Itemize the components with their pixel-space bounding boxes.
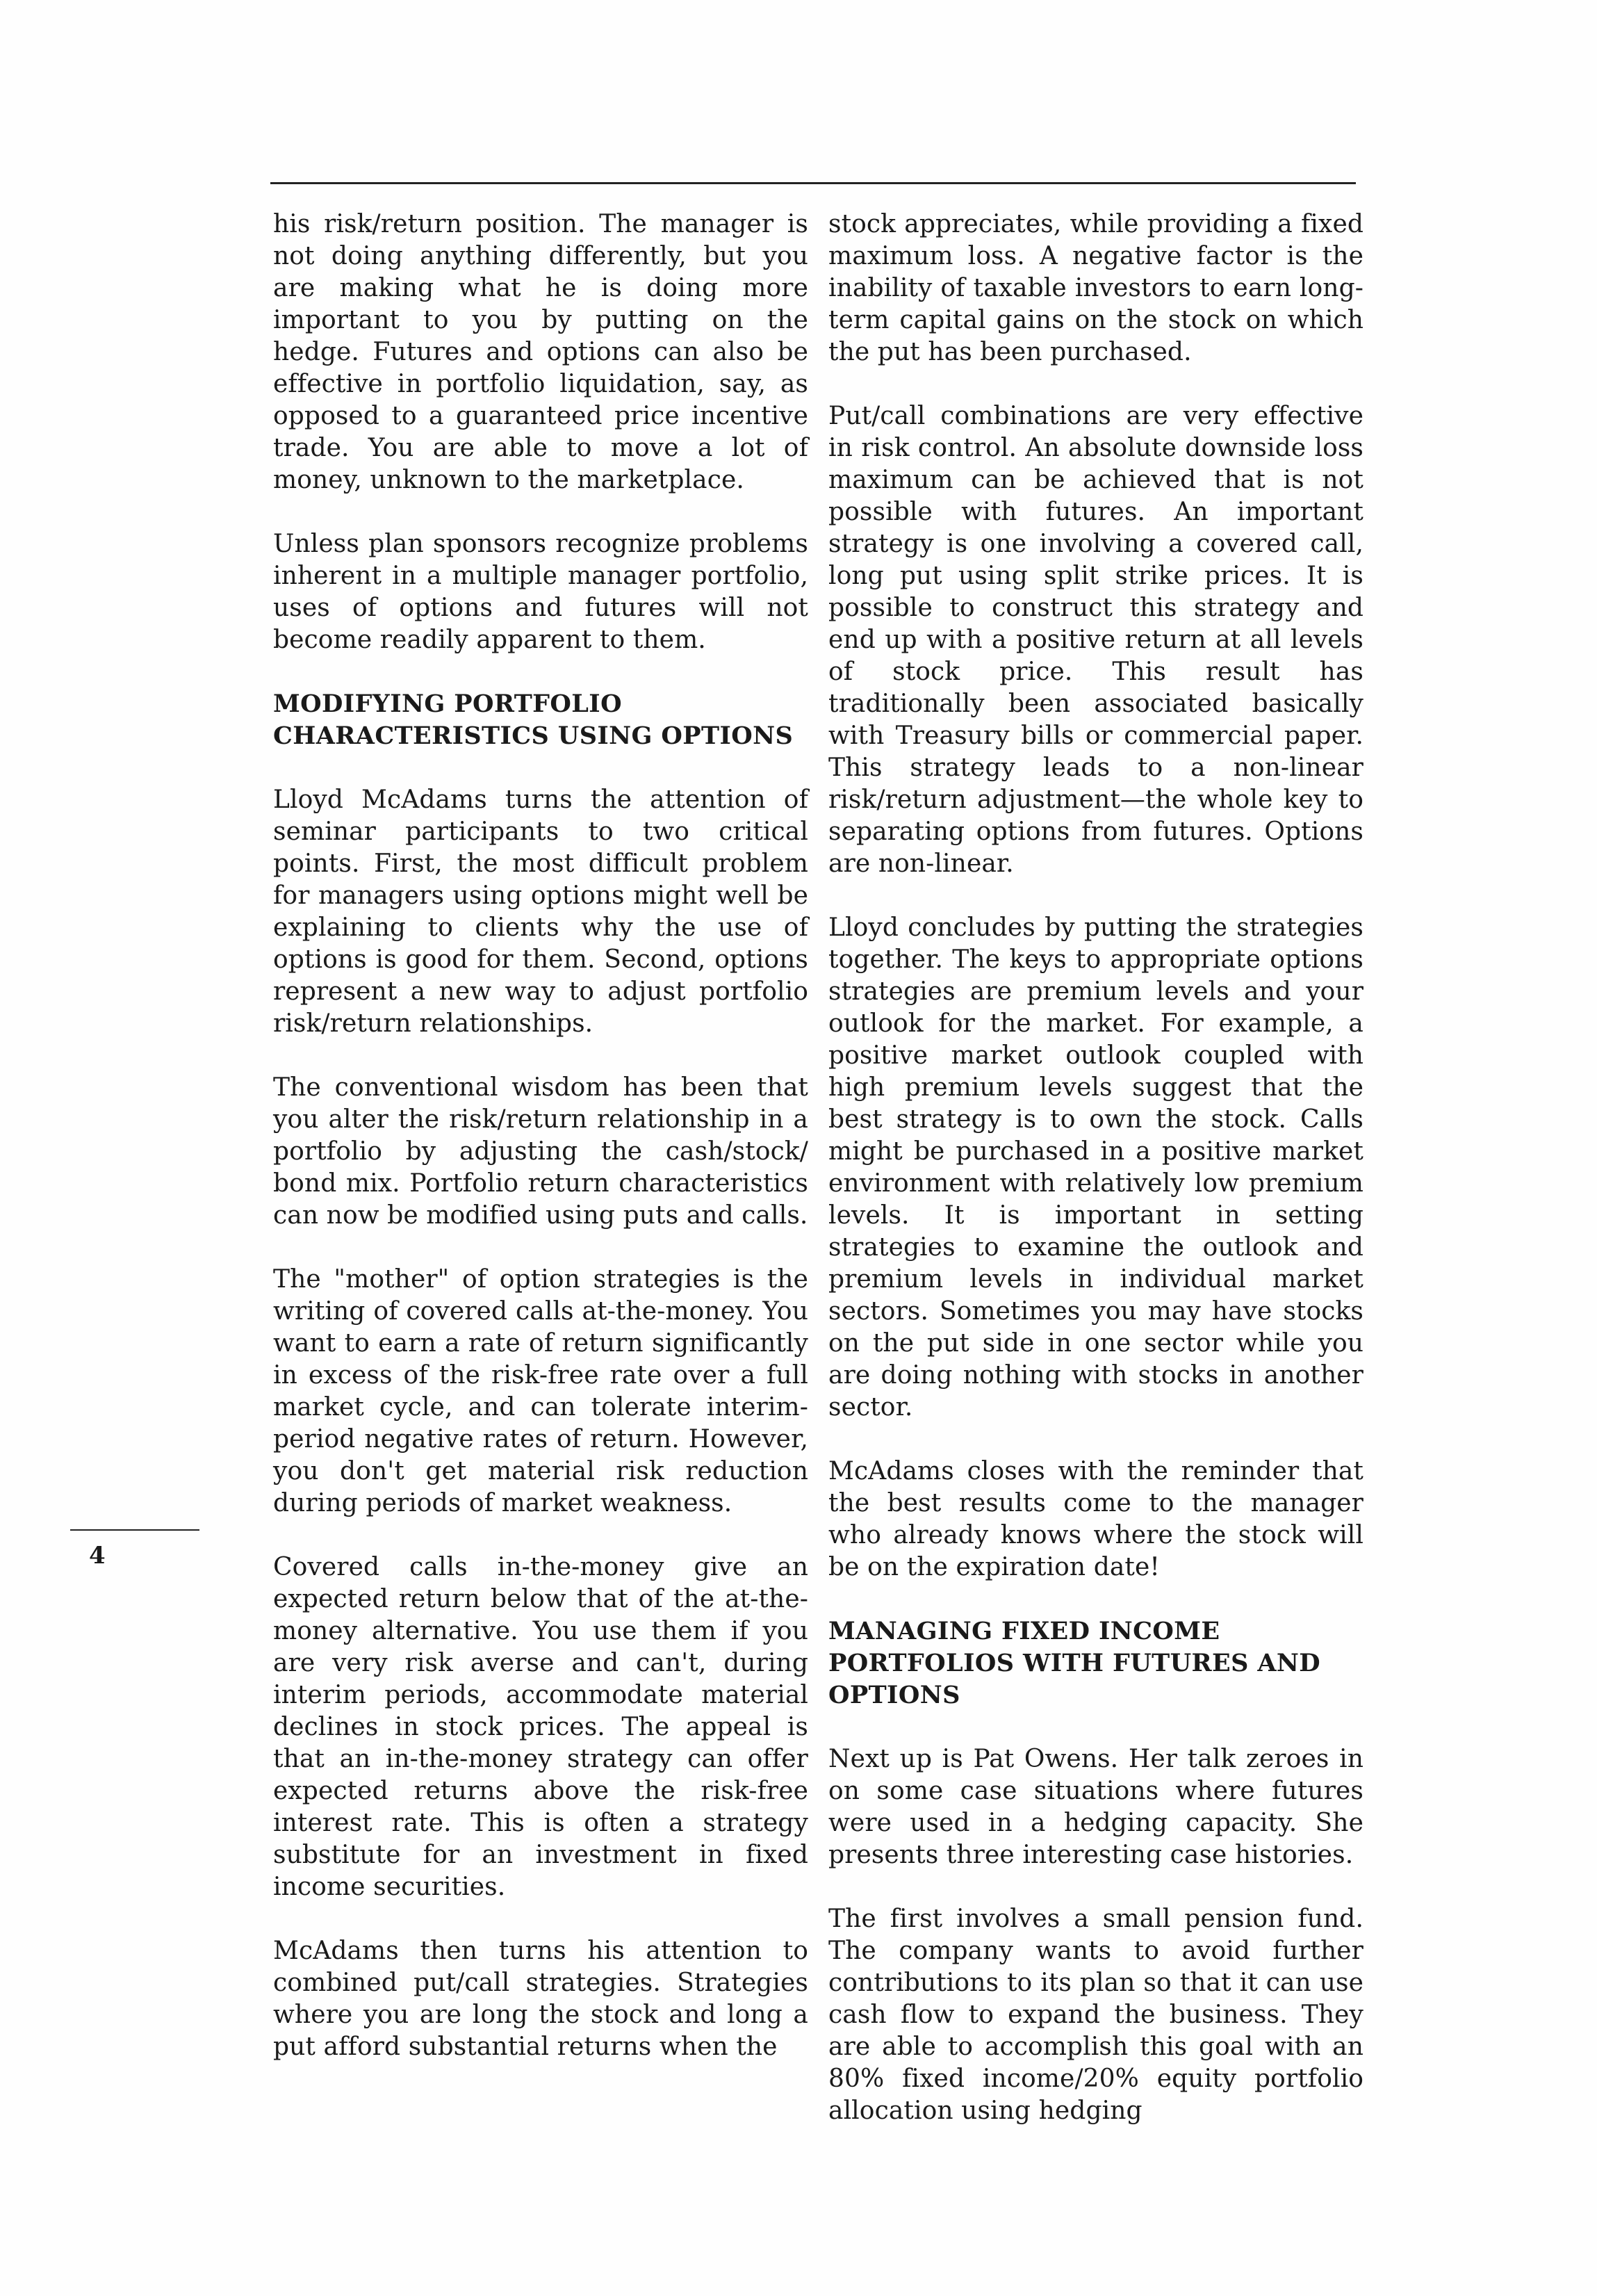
- paragraph: The "mother" of option strategies is the writing of covered calls at-the-money. You want to earn a rate of return significantly in excess of the risk-free rate over a full market cycle, and can tolerate interim-period negative rates of return. However, you don't get material risk reduction during periods of market weakness.: [273, 1265, 808, 1517]
- paragraph: Unless plan sponsors recognize problems inherent in a multiple manager portfolio, uses of options and futures will not become readily apparent to them.: [273, 530, 808, 654]
- paragraph: McAdams then turns his attention to combined put/call strategies. Strategies where you are long the stock and long a put afford substantial returns when the: [273, 1937, 808, 2061]
- paragraph: Lloyd concludes by putting the strategies together. The keys to appropriate options strategies are premium levels and your outlook for the market. For example, a positive market outlook coupled with high premium levels suggest that the best strategy is to own the stock. Calls might be purchased in a positive market environment with relatively low premium levels. It is important in setting strategies to examine the outlook and premium levels in individual market sectors. Sometimes you may have stocks on the put side in one sector while you are doing nothing with stocks in another sector.: [828, 913, 1363, 1422]
- paragraph: Lloyd McAdams turns the attention of seminar participants to two critical points. First, the most difficult problem for managers using options might well be explaining to clients why the use of options is good for them. Second, options represent a new way to adjust portfolio risk/return relationships.: [273, 785, 808, 1038]
- paragraph: his risk/return position. The manager is not doing anything differently, but you are making what he is doing more important to you by putting on the hedge. Futures and options can also be effective in portfolio liquidation, say, as opposed to a guaranteed price incentive trade. You are able to move a lot of money, unknown to the marketplace.: [273, 210, 808, 494]
- paragraph: Put/call combinations are very effective in risk control. An absolute downside loss maximum can be achieved that is not possible with futures. An important strategy is one involving a covered call, long put using split strike prices. It is possible to construct this strategy and end up with a positive return at all levels of stock price. This result has traditionally been associated basically with Treasury bills or commercial paper. This strategy leads to a non-linear risk/return adjustment—the whole key to separating options from futures. Options are non-linear.: [828, 402, 1363, 878]
- paragraph: The first involves a small pension fund. The company wants to avoid further contributions to its plan so that it can use cash flow to expand the business. They are able to accomplish this goal with an 80% fixed income/20% equity portfolio allocation using hedging: [828, 1905, 1363, 2125]
- paragraph: McAdams closes with the reminder that the best results come to the manager who already knows where the stock will be on the expiration date!: [828, 1457, 1363, 1581]
- paragraph: Covered calls in-the-money give an expected return below that of the at-the-money alternative. You use them if you are very risk averse and can't, during interim periods, accommodate material declines in stock prices. The appeal is that an in-the-money strategy can offer expected returns above the risk-free interest rate. This is often a strategy substitute for an investment in fixed income securities.: [273, 1553, 808, 1901]
- paragraph: Next up is Pat Owens. Her talk zeroes in on some case situations where futures were used in a hedging capacity. She presents three interesting case histories.: [828, 1745, 1363, 1869]
- page-number-rule: [70, 1529, 199, 1531]
- paragraph: The conventional wisdom has been that you alter the risk/return relationship in a portfolio by adjusting the cash/stock/ bond mix. Portfolio return characteristics can now be modified using puts and calls.: [273, 1073, 808, 1230]
- page-number: 4: [89, 1542, 106, 1570]
- left-column: [273, 209, 808, 2095]
- section-heading: MANAGING FIXED INCOME PORTFOLIOS WITH FUTURES AND OPTIONS: [828, 1617, 1321, 1709]
- paragraph: stock appreciates, while providing a fixed maximum loss. A negative factor is the inability of taxable investors to earn long-term capital gains on the stock on which the put has been purchased.: [828, 210, 1363, 366]
- top-rule: [270, 182, 1356, 184]
- section-heading: MODIFYING PORTFOLIO CHARACTERISTICS USING OPTIONS: [273, 690, 794, 750]
- right-column: [828, 209, 1363, 2159]
